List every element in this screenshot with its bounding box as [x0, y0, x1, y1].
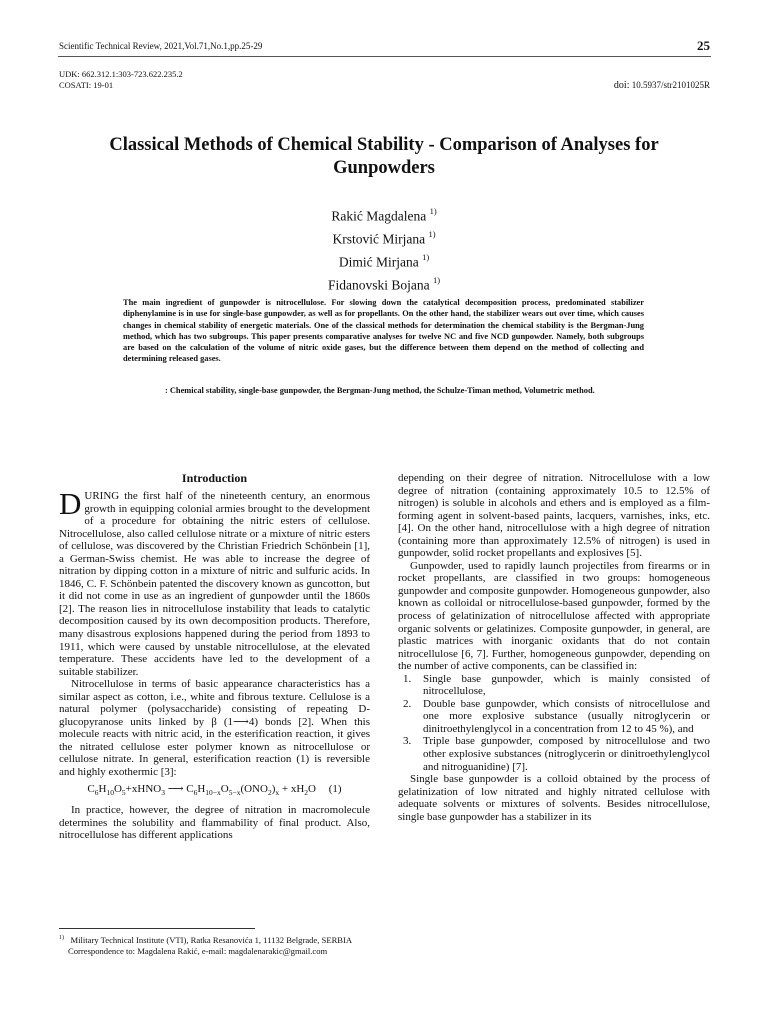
keywords-text: : Chemical stability, single-base gunpowder, the Bergman-Jung method, the Schulze-Timan method, Volumetric method. — [165, 386, 595, 395]
left-column — [59, 471, 370, 842]
header-rule — [58, 56, 711, 57]
list-item: 1. Single base gunpowder, which is mainly consisted of nitrocellulose, — [403, 672, 710, 698]
footnote — [59, 933, 659, 957]
footnote-marker: 1) — [59, 935, 64, 941]
udk-code: UDK: 662.312.1:303-723.622.235.2 — [59, 69, 183, 79]
equation-number: (1) — [328, 782, 342, 795]
gunpowder-classification-list — [398, 673, 710, 773]
affiliation-marker: 1) — [422, 252, 430, 262]
journal-citation: Scientific Technical Review, 2021,Vol.71,No.1,pp.25-29 — [59, 41, 263, 51]
classification-codes — [59, 69, 183, 91]
intro-paragraph-4: depending on their degree of nitration. Nitrocellulose with a low degree of nitration (containing approximately 10.5 to 12.5% of nitrogen) is soluble in alcohols and ethers and is employed as a film-forming agent in solvent-based paints, lacquers, varnishes, inks, etc. [4]. On the other hand, nitrocellulose with a high degree of nitration (containing more than approximately 12.5% of nitrogen) is used in gunpowder, solid rocket propellants and explosives [5]. — [398, 472, 710, 560]
author: Krstović Mirjana $^{1)}$ — [332, 229, 436, 247]
affiliation-marker: 1) — [432, 275, 441, 285]
correspondence-line: Correspondence to: Magdalena Rakić, e-mail: magdalenarakic@gmail.com — [68, 945, 328, 956]
author: Rakić Magdalena $^{1)}$ — [331, 206, 437, 224]
footnote-rule — [59, 928, 255, 929]
running-head — [59, 38, 710, 53]
author-list — [234, 203, 534, 295]
right-column — [398, 472, 710, 823]
affiliation-marker: 1) — [429, 206, 437, 216]
list-item: 2. Double base gunpowder, which consists of nitrocellulose and one more explosive substance (usually nitroglycerin or dinitroethylenglycol in a concentration from 12 to 45 %), and — [403, 697, 710, 735]
intro-paragraph-5: Gunpowder, used to rapidly launch projectiles from firearms or in rocket propellants, are classified in two groups: homogeneous gunpowder and composite gunpowder. Homogeneous gunpowder, also known as colloidal or nitrocellulose-based gunpowder, formed by the process of gelatinization of nitrocellulose affected with appropriate organic solvents or gelatinizes. Composite gunpowder, in general, are plastic matrices with inorganic oxidants that do not contain nitrocellulose [6, 7]. Further, homogeneous gunpowder, depending on the number of active components, can be classified in: — [398, 559, 710, 673]
list-item: 3. Triple base gunpowder, composed by nitrocellulose and two other explosive substances (nitroglycerin or dinitroethylenglycol and nitroguanidine) [7]. — [403, 735, 710, 773]
affiliation-footnote: $^{1)}$ Military Technical Institute (VTI), Ratka Resanovića 1, 11132 Belgrade, SERBIA — [59, 934, 353, 945]
doi-label: doi: — [613, 80, 630, 91]
intro-paragraph-3: In practice, however, the degree of nitration in macromolecule determines the solubility and flammability of final product. Also, nitrocellulose has different applications — [59, 804, 370, 842]
keywords — [123, 385, 644, 396]
equation-1: $C_6H_{10}O_5+xHNO_3$ ⟶ $C_6H_{10-x}O_{5-x}(ONO_2)_x + xH_2O$ (1) — [87, 782, 342, 797]
doi-value: 10.5937/str2101025R — [631, 80, 710, 90]
page-number: 25 — [697, 38, 710, 53]
paper-title: Classical Methods of Chemical Stability - Comparison of Analyses for Gunpowders — [109, 135, 659, 178]
abstract: The main ingredient of gunpowder is nitrocellulose. For slowing down the catalytical decomposition process, predominated stabilizer diphenylamine is in use for single-base gunpowder, as well as for propellants. On the other hand, the stabilizer wears out over time, which causes changes in chemical stability of energetic materials. One of the classical methods for determination the chemical stability is the Bergman-Jung method, which has two subgroups. This paper presents comparative analyses for twelve NC and five NCD gunpowder. Namely, both subgroups are based on the calculation of the volume of nitric oxide gases, but the difference between them depend on the method of collecting and determining released gases. — [123, 298, 644, 364]
author: Dimić Mirjana $^{1)}$ — [338, 252, 430, 270]
drop-cap: D — [59, 486, 82, 521]
section-heading-introduction: Introduction — [181, 471, 248, 485]
intro-paragraph-6: Single base gunpowder is a colloid obtained by the process of gelatinization of low nitrated and highly nitrated cellulose with adequate solvents or mixtures of solvents. Besides nitrocellulose, single base gunpowder has a stabilizer in its — [398, 773, 710, 823]
author: Fidanovski Bojana $^{1)}$ — [327, 275, 441, 293]
doi — [614, 80, 710, 91]
cosati-code: COSATI: 19-01 — [59, 80, 114, 90]
affiliation-marker: 1) — [428, 229, 436, 239]
intro-paragraph-2: Nitrocellulose in terms of basic appearance characteristics has a similar aspect as cotton, i.e., white and fibrous texture. Cellulose is a natural polymer (polysaccharide) consisting of repeating D-glucopyranose units linked by β (1⟶4) bonds [2]. When this molecule reacts with nitric acid, in the esterification reaction, it gives the nitrated cellulose ester polymer known as nitrocellulose or cellulose nitrate. In general, esterification reaction (1) is reversible and highly exothermic [3]: — [59, 678, 370, 779]
intro-paragraph-1: DURING the first half of the nineteenth century, an enormous growth in equipping colonial armies brought to the development of a procedure for obtaining the nitric esters of cellulose. Nitrocellulose, also called cellulose nitrate or a mixture of nitric esters of cellulose, was discovered by the Christian Friedrich Schönbein [1], a German-Swiss chemist. He was able to increase the degree of nitration by dipping cotton in a mixture of nitric and sulfuric acids. In 1846, C. F. Schönbein patented the discovery known as guncotton, but it did not come in use as an ingredient of gunpowder until the 1860s [2]. The reason lies in nitrocellulose instability that leads to catalytic decomposition caused by its own decomposition products. Therefore, many disastrous explosions happened during the period from 1893 to 1911, which were caused by unstable nitrocellulose, at the elevated temperature. These accidents have led to the development of a suitable stabilizer. — [59, 486, 370, 678]
